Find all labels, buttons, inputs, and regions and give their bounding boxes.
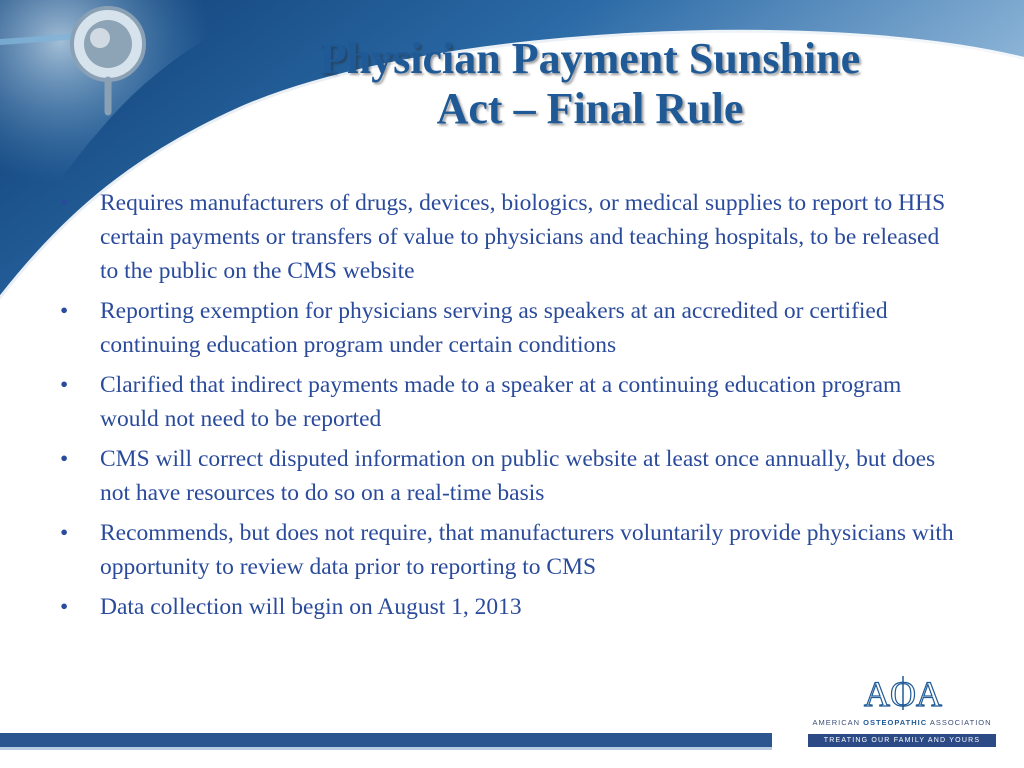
bullet-item [60,590,960,624]
bullet-dot: • [60,520,69,546]
bullet-item [60,186,960,288]
logo-name-prefix: AMERICAN [812,718,864,727]
title-line-2: Act – Final Rule [436,84,744,133]
aoa-logo [806,672,998,748]
footer-bar [0,733,772,747]
bullet-dot: • [60,190,69,216]
bullet-dot: • [60,594,69,620]
bullet-item [60,368,960,436]
logo-tagline: TREATING OUR FAMILY AND YOURS [808,734,996,747]
logo-name-emphasis: OSTEOPATHIC [863,718,928,727]
bullet-dot: • [60,298,69,324]
bullet-dot: • [60,446,69,472]
bullet-item [60,294,960,362]
bullet-text: Requires manufacturers of drugs, devices, biologics, or medical supplies to report to HHS certain payments or transfers of value to physicians and teaching hospitals, to be released to the public on the CMS website [100,190,946,284]
bullet-text: Reporting exemption for physicians serving as speakers at an accredited or certified continuing education program under certain conditions [100,298,888,358]
bullet-text: Clarified that indirect payments made to a speaker at a continuing education program would not need to be reported [100,372,902,432]
bullet-item [60,516,960,584]
title-line-1: Physician Payment Sunshine [319,34,861,83]
bullet-dot: • [60,372,69,398]
logo-name-suffix: ASSOCIATION [927,718,992,727]
logo-organization-name [806,718,998,727]
bullet-item [60,442,960,510]
slide-title [230,34,950,134]
bullet-text: Recommends, but does not require, that manufacturers voluntarily provide physicians with opportunity to review data prior to reporting to CMS [100,520,954,580]
logo-mark-text: AOA [864,674,942,712]
bullet-text: CMS will correct disputed information on public website at least once annually, but does not have resources to do so on a real-time basis [100,446,936,506]
bullet-list [60,186,960,630]
bullet-text: Data collection will begin on August 1, 2013 [100,594,522,620]
aoa-logo-mark [858,672,948,712]
